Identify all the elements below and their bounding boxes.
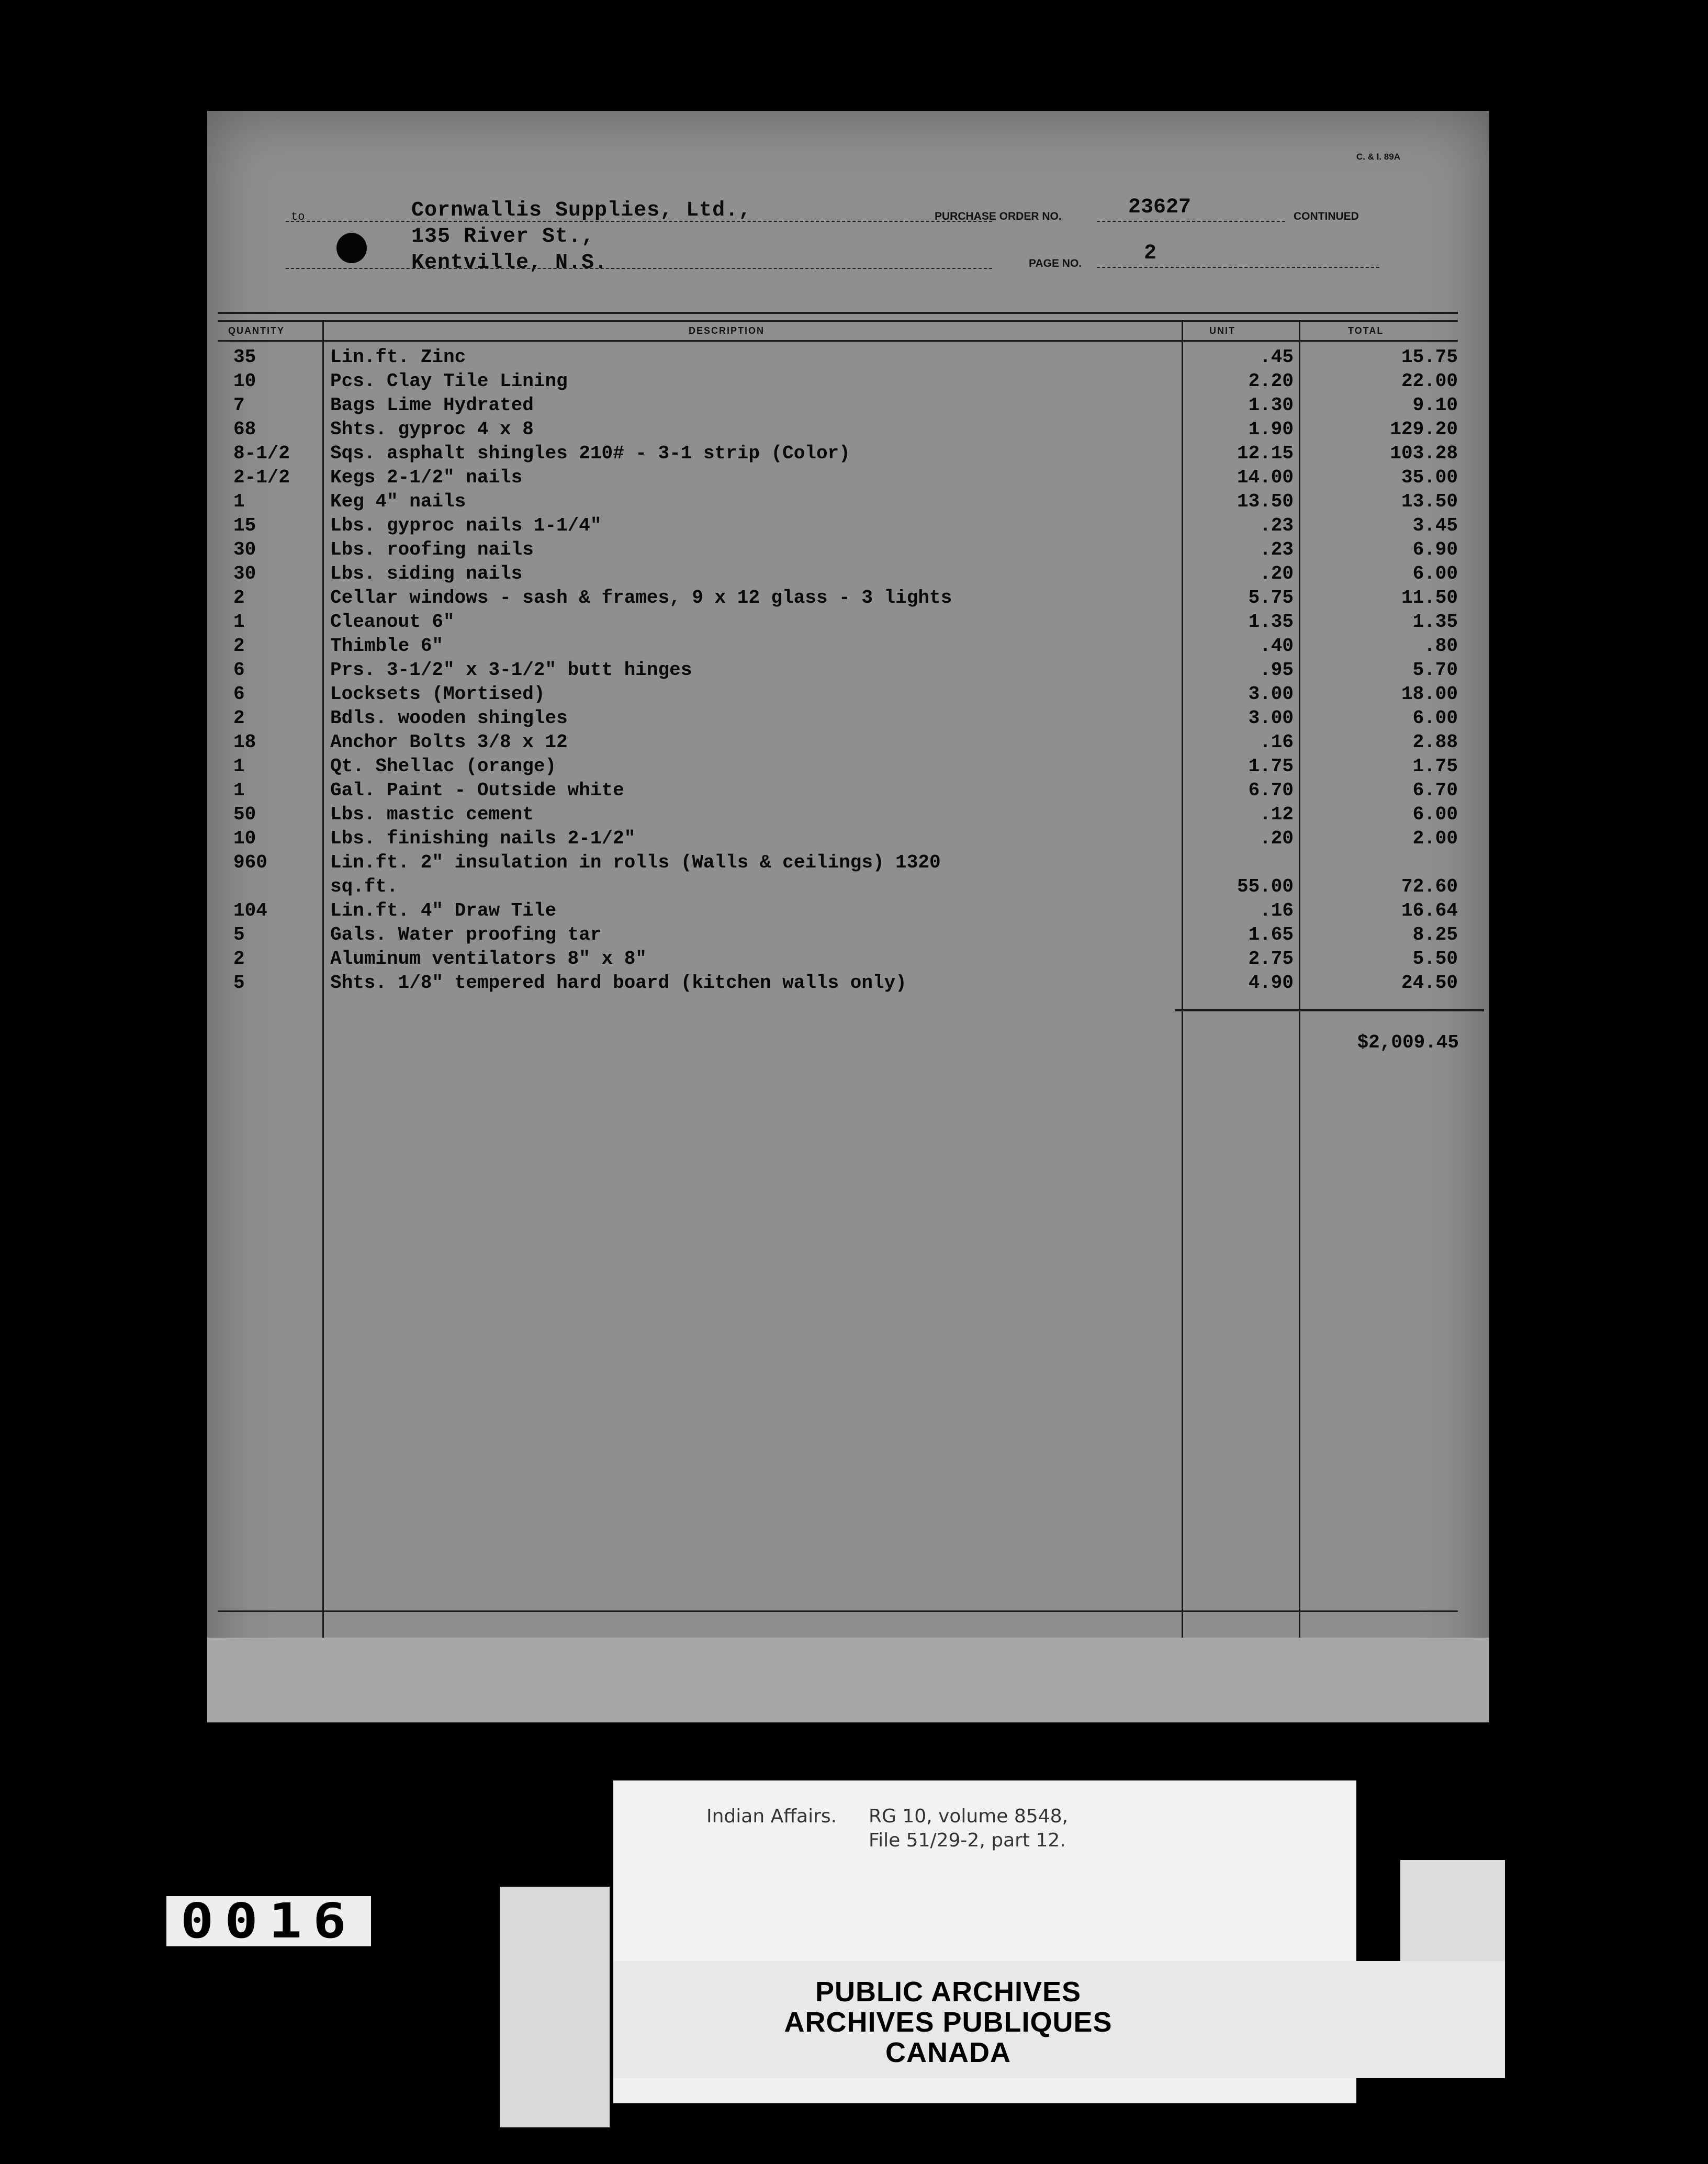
description-cell: Keg 4" nails	[330, 491, 466, 512]
description-cell: Shts. 1/8" tempered hard board (kitchen walls only)	[330, 972, 907, 994]
table-row	[207, 827, 1489, 851]
quantity-cell: 15	[233, 515, 256, 536]
table-row	[207, 971, 1489, 995]
description-cell: Gal. Paint - Outside white	[330, 780, 624, 801]
unit-price-cell: .95	[1260, 659, 1294, 681]
card-reference-line1: RG 10, volume 8548,	[869, 1806, 1068, 1827]
table-bottom-rule	[218, 1610, 1458, 1612]
unit-price-cell: .20	[1260, 828, 1294, 849]
table-row	[207, 562, 1489, 586]
description-cell: Lbs. finishing nails 2-1/2"	[330, 828, 636, 849]
description-cell: sq.ft.	[330, 876, 398, 897]
line-total-cell: 5.50	[1412, 948, 1458, 970]
table-top-rule	[218, 312, 1458, 314]
unit-price-cell: 1.30	[1248, 395, 1294, 416]
vendor-underline	[286, 221, 992, 222]
page-number: 2	[1144, 242, 1157, 265]
line-total-cell: 6.00	[1412, 804, 1458, 825]
quantity-cell: 8-1/2	[233, 443, 290, 464]
unit-price-cell: .23	[1260, 515, 1294, 536]
grand-total: $2,009.45	[1357, 1032, 1459, 1053]
quantity-cell: 2	[233, 948, 245, 970]
vendor-name: Cornwallis Supplies, Ltd.,	[411, 199, 752, 222]
unit-price-cell: 13.50	[1237, 491, 1294, 512]
description-cell: Sqs. asphalt shingles 210# - 3-1 strip (Color)	[330, 443, 850, 464]
description-cell: Locksets (Mortised)	[330, 683, 545, 705]
unit-price-cell: 1.35	[1248, 611, 1294, 633]
continued-label: CONTINUED	[1294, 210, 1359, 222]
quantity-cell: 18	[233, 731, 256, 753]
description-cell: Lin.ft. 4" Draw Tile	[330, 900, 557, 921]
page-label: PAGE NO.	[1029, 257, 1082, 269]
quantity-cell: 7	[233, 395, 245, 416]
line-total-cell: 72.60	[1401, 876, 1458, 897]
description-cell: Kegs 2-1/2" nails	[330, 467, 523, 488]
col-head-unit: UNIT	[1209, 325, 1235, 336]
quantity-cell: 2	[233, 707, 245, 729]
page-bottom-margin	[207, 1638, 1489, 1722]
line-total-cell: .80	[1424, 635, 1458, 657]
table-row	[207, 466, 1489, 490]
purchase-order-page	[207, 111, 1489, 1722]
unit-price-cell: 2.75	[1248, 948, 1294, 970]
description-cell: Bdls. wooden shingles	[330, 707, 568, 729]
table-row	[207, 706, 1489, 730]
col-head-description: DESCRIPTION	[689, 325, 765, 336]
unit-price-cell: 12.15	[1237, 443, 1294, 464]
table-row	[207, 658, 1489, 682]
line-total-cell: 2.88	[1412, 731, 1458, 753]
line-total-cell: 16.64	[1401, 900, 1458, 921]
table-row	[207, 442, 1489, 466]
table-row	[207, 875, 1489, 899]
unit-price-cell: 1.65	[1248, 924, 1294, 945]
description-cell: Lin.ft. 2" insulation in rolls (Walls & ceilings) 1320	[330, 852, 941, 873]
quantity-cell: 1	[233, 756, 245, 777]
col-head-quantity: QUANTITY	[228, 325, 285, 336]
line-total-cell: 1.75	[1412, 756, 1458, 777]
vendor-underline	[286, 268, 992, 269]
unit-price-cell: .23	[1260, 539, 1294, 560]
line-total-cell: 13.50	[1401, 491, 1458, 512]
description-cell: Pcs. Clay Tile Lining	[330, 370, 568, 392]
unit-price-cell: .16	[1260, 900, 1294, 921]
line-total-cell: 3.45	[1412, 515, 1458, 536]
line-total-cell: 15.75	[1401, 346, 1458, 368]
unit-price-cell: 3.00	[1248, 683, 1294, 705]
line-total-cell: 103.28	[1390, 443, 1458, 464]
table-row	[207, 730, 1489, 754]
po-label: PURCHASE ORDER NO.	[935, 210, 1062, 222]
po-underline	[1097, 221, 1285, 222]
stamp-line-1: PUBLIC ARCHIVES	[815, 1976, 1082, 2008]
line-total-cell: 6.70	[1412, 780, 1458, 801]
quantity-cell: 1	[233, 611, 245, 633]
unit-price-cell: .12	[1260, 804, 1294, 825]
table-row	[207, 923, 1489, 947]
table-row	[207, 851, 1489, 875]
unit-price-cell: 55.00	[1237, 876, 1294, 897]
card-department: Indian Affairs.	[706, 1806, 837, 1827]
card-reference-line2: File 51/29-2, part 12.	[869, 1830, 1066, 1851]
quantity-cell: 2-1/2	[233, 467, 290, 488]
unit-price-cell: .20	[1260, 563, 1294, 584]
quantity-cell: 30	[233, 563, 256, 584]
description-cell: Shts. gyproc 4 x 8	[330, 419, 534, 440]
description-cell: Anchor Bolts 3/8 x 12	[330, 731, 568, 753]
unit-price-cell: 6.70	[1248, 780, 1294, 801]
table-header-rule	[218, 320, 1458, 322]
archives-stamp	[613, 1961, 1505, 2078]
unit-price-cell: .40	[1260, 635, 1294, 657]
quantity-cell: 50	[233, 804, 256, 825]
unit-price-cell: 1.90	[1248, 419, 1294, 440]
line-total-cell: 5.70	[1412, 659, 1458, 681]
line-total-cell: 129.20	[1390, 419, 1458, 440]
vendor-prefix: to	[291, 210, 305, 223]
line-total-cell: 6.90	[1412, 539, 1458, 560]
vendor-city: Kentville, N.S.	[411, 251, 608, 275]
stamp-line-3: CANADA	[885, 2037, 1011, 2068]
description-cell: Qt. Shellac (orange)	[330, 756, 557, 777]
punch-hole	[336, 233, 367, 263]
quantity-cell: 35	[233, 346, 256, 368]
description-cell: Gals. Water proofing tar	[330, 924, 602, 945]
description-cell: Prs. 3-1/2" x 3-1/2" butt hinges	[330, 659, 692, 681]
table-row	[207, 682, 1489, 706]
table-row	[207, 779, 1489, 803]
quantity-cell: 30	[233, 539, 256, 560]
table-row	[207, 345, 1489, 369]
unit-price-cell: 14.00	[1237, 467, 1294, 488]
quantity-cell: 6	[233, 659, 245, 681]
line-total-cell: 35.00	[1401, 467, 1458, 488]
unit-price-cell: 1.75	[1248, 756, 1294, 777]
description-cell: Thimble 6"	[330, 635, 444, 657]
quantity-cell: 68	[233, 419, 256, 440]
unit-price-cell: .16	[1260, 731, 1294, 753]
table-header-rule	[218, 340, 1458, 342]
description-cell: Lin.ft. Zinc	[330, 346, 466, 368]
description-cell: Cellar windows - sash & frames, 9 x 12 glass - 3 lights	[330, 587, 952, 608]
quantity-cell: 2	[233, 587, 245, 608]
line-total-cell: 6.00	[1412, 707, 1458, 729]
table-row	[207, 538, 1489, 562]
quantity-cell: 5	[233, 924, 245, 945]
description-cell: Aluminum ventilators 8" x 8"	[330, 948, 647, 970]
vendor-street: 135 River St.,	[411, 225, 595, 249]
table-row	[207, 634, 1489, 658]
line-total-cell: 2.00	[1412, 828, 1458, 849]
table-row	[207, 418, 1489, 442]
quantity-cell: 1	[233, 780, 245, 801]
quantity-cell: 1	[233, 491, 245, 512]
stamp-line-2: ARCHIVES PUBLIQUES	[784, 2007, 1113, 2038]
line-total-cell: 11.50	[1401, 587, 1458, 608]
line-total-cell: 6.00	[1412, 563, 1458, 584]
description-cell: Lbs. gyproc nails 1-1/4"	[330, 515, 602, 536]
line-total-cell: 24.50	[1401, 972, 1458, 994]
description-cell: Lbs. mastic cement	[330, 804, 534, 825]
total-rule	[1175, 1009, 1484, 1011]
table-row	[207, 754, 1489, 779]
description-cell: Bags Lime Hydrated	[330, 395, 534, 416]
card-tab-left	[500, 1887, 610, 2127]
quantity-cell: 960	[233, 852, 267, 873]
form-code: C. & I. 89A	[1356, 152, 1400, 162]
line-total-cell: 1.35	[1412, 611, 1458, 633]
quantity-cell: 10	[233, 370, 256, 392]
description-cell: Lbs. roofing nails	[330, 539, 534, 560]
table-row	[207, 610, 1489, 634]
line-total-cell: 9.10	[1412, 395, 1458, 416]
table-row	[207, 586, 1489, 610]
table-row	[207, 947, 1489, 971]
line-total-cell: 18.00	[1401, 683, 1458, 705]
quantity-cell: 2	[233, 635, 245, 657]
quantity-cell: 5	[233, 972, 245, 994]
col-head-total: TOTAL	[1348, 325, 1384, 336]
quantity-cell: 104	[233, 900, 267, 921]
card-bottom-strip	[613, 2078, 1356, 2103]
table-row	[207, 369, 1489, 393]
table-row	[207, 393, 1489, 418]
description-cell: Lbs. siding nails	[330, 563, 523, 584]
po-number: 23627	[1128, 196, 1192, 219]
table-row	[207, 490, 1489, 514]
line-total-cell: 22.00	[1401, 370, 1458, 392]
description-cell: Cleanout 6"	[330, 611, 455, 633]
unit-price-cell: .45	[1260, 346, 1294, 368]
frame-number: 0016	[166, 1896, 371, 1946]
table-row	[207, 514, 1489, 538]
unit-price-cell: 3.00	[1248, 707, 1294, 729]
table-row	[207, 803, 1489, 827]
page-underline	[1097, 267, 1379, 268]
table-row	[207, 899, 1489, 923]
unit-price-cell: 5.75	[1248, 587, 1294, 608]
unit-price-cell: 4.90	[1248, 972, 1294, 994]
line-total-cell: 8.25	[1412, 924, 1458, 945]
quantity-cell: 10	[233, 828, 256, 849]
quantity-cell: 6	[233, 683, 245, 705]
unit-price-cell: 2.20	[1248, 370, 1294, 392]
